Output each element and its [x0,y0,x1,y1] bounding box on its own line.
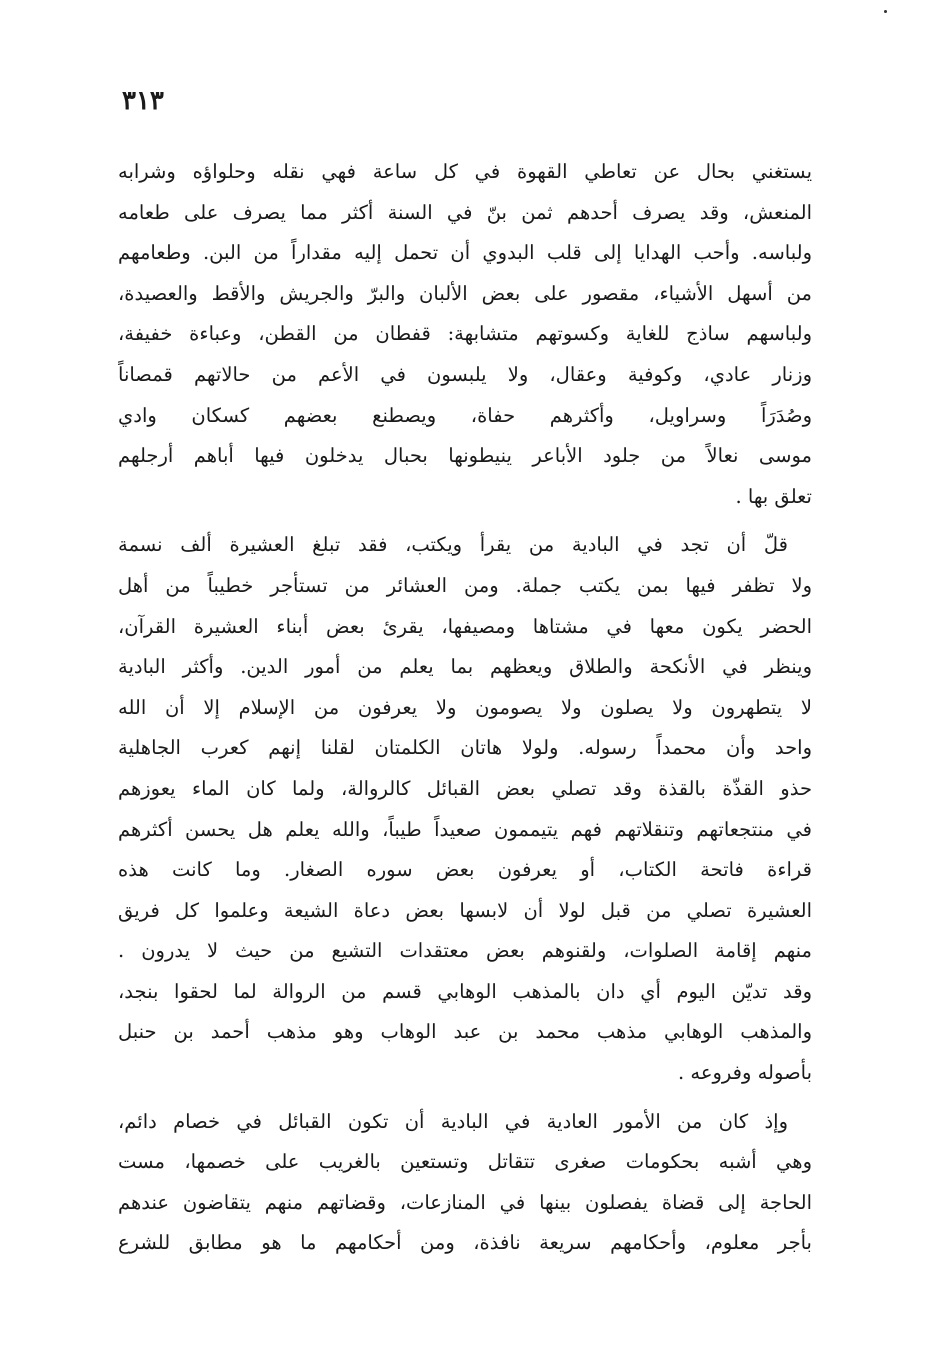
text-line: تعلق بها . [735,484,812,508]
text-line: وزنار عادي، وكوفية وعقال، ولا يلبسون في الأعم من حالاتهم قمصاناً [118,362,812,386]
paragraph-3 [118,1102,812,1264]
text-line: بأصوله وفروعه . [678,1061,812,1085]
text-line: قراءة فاتحة الكتاب، أو يعرفون بعض سوره الصغار. وما كانت هذه [118,858,812,882]
text-line: في منتجعاتهم وتنقلاتهم فهم يتيممون صعيداً طيباً، والله يعلم هل يحسن أكثرهم [118,817,812,841]
text-line: وإذ كان من الأمور العادية في البادية أن تكون القبائل في خصام دائم، [118,1109,788,1133]
ink-speck [884,10,887,13]
text-line: لا يتطهرون ولا يصلون ولا يصومون ولا يعرفون من الإسلام إلا أن الله [118,695,812,719]
text-line: بأجر معلوم، وأحكامهم سريعة نافذة، ومن أحكامهم ما هو مطابق للشرع [118,1231,812,1255]
text-line: وقد تديّن اليوم أي دان بالمذهب الوهابي قسم من الروالة لما لحقوا بنجد، [118,979,812,1003]
text-line: منهم إقامة الصلوات، ولقنوهم بعض معتقدات التشيع من حيث لا يدرون . [118,939,812,963]
text-line: العشيرة تصلي من قبل لولا أن لابسها بعض دعاة الشيعة وعلموا كل فريق [118,898,812,922]
paragraph-gap [118,517,812,525]
text-line: الحضر يكون معها في مشتاها ومصيفها، يقرئ بعض أبناء العشيرة القرآن، [118,614,812,638]
text-line: ولباسهم ساذج للغاية وكسوتهم متشابهة: قفطان من القطن، وعباءة خفيفة، [118,322,812,346]
text-line: من أسهل الأشياء، مقصور على بعض الألبان والبرّ والجريش والأقط والعصيدة، [118,281,812,305]
body-text [118,152,812,1264]
text-line: حذو القذّة بالقذة وقد تصلي بعض القبائل كالروالة، ولما كان الماء يعوزهم [118,776,812,800]
text-line: وهي أشبه بحكومات صغرى تتقاتل وتستعين بالغريب على خصمها، مست [118,1150,812,1174]
text-line: وصُدَرَاً وسراويل، وأكثرهم حفاة، ويصطنع بعضهم كسكان وادي [118,403,812,427]
page-number: ٣١٣ [122,86,164,116]
text-line: ولا تظفر فيها بمن يكتب جملة. ومن العشائر من تستأجر خطيباً من أهل [118,573,812,597]
text-line: ولباسه. وأحب الهدايا إلى قلب البدوي أن تحمل إليه مقداراً من البن. وطعامهم [118,241,812,265]
text-line: واحد وأن محمداً رسوله. ولولا هاتان الكلمتان لقلنا إنهم كعرب الجاهلية [118,736,812,760]
paragraph-2 [118,525,812,1093]
text-line: والمذهب الوهابي مذهب محمد بن عبد الوهاب وهو مذهب أحمد بن حنبل [118,1020,812,1044]
paragraph-gap [118,1094,812,1102]
text-line: قلّ أن تجد في البادية من يقرأ ويكتب، فقد تبلغ العشيرة ألف نسمة [118,533,788,557]
text-line: وينظر في الأنكحة والطلاق ويعظهم بما يعلم من أمور الدين. وأكثر البادية [118,655,812,679]
text-line: الحاجة إلى قضاة يفصلون بينها في المنازعات، وقضاتهم منهم يتقاضون عندهم [118,1190,812,1214]
text-line: يستغني بحال عن تعاطي القهوة في كل ساعة فهي نقله وحلواؤه وشرابه [118,160,812,183]
text-line: موسى نعالاً من جلود الأباعر ينيطونها بحبال يدخلون فيها أباهم أرجلهم [118,444,812,468]
paragraph-1 [118,152,812,517]
text-line: المنعش، وقد يصرف أحدهم ثمن بنّ في السنة أكثر مما يصرف على طعامه [118,200,812,224]
